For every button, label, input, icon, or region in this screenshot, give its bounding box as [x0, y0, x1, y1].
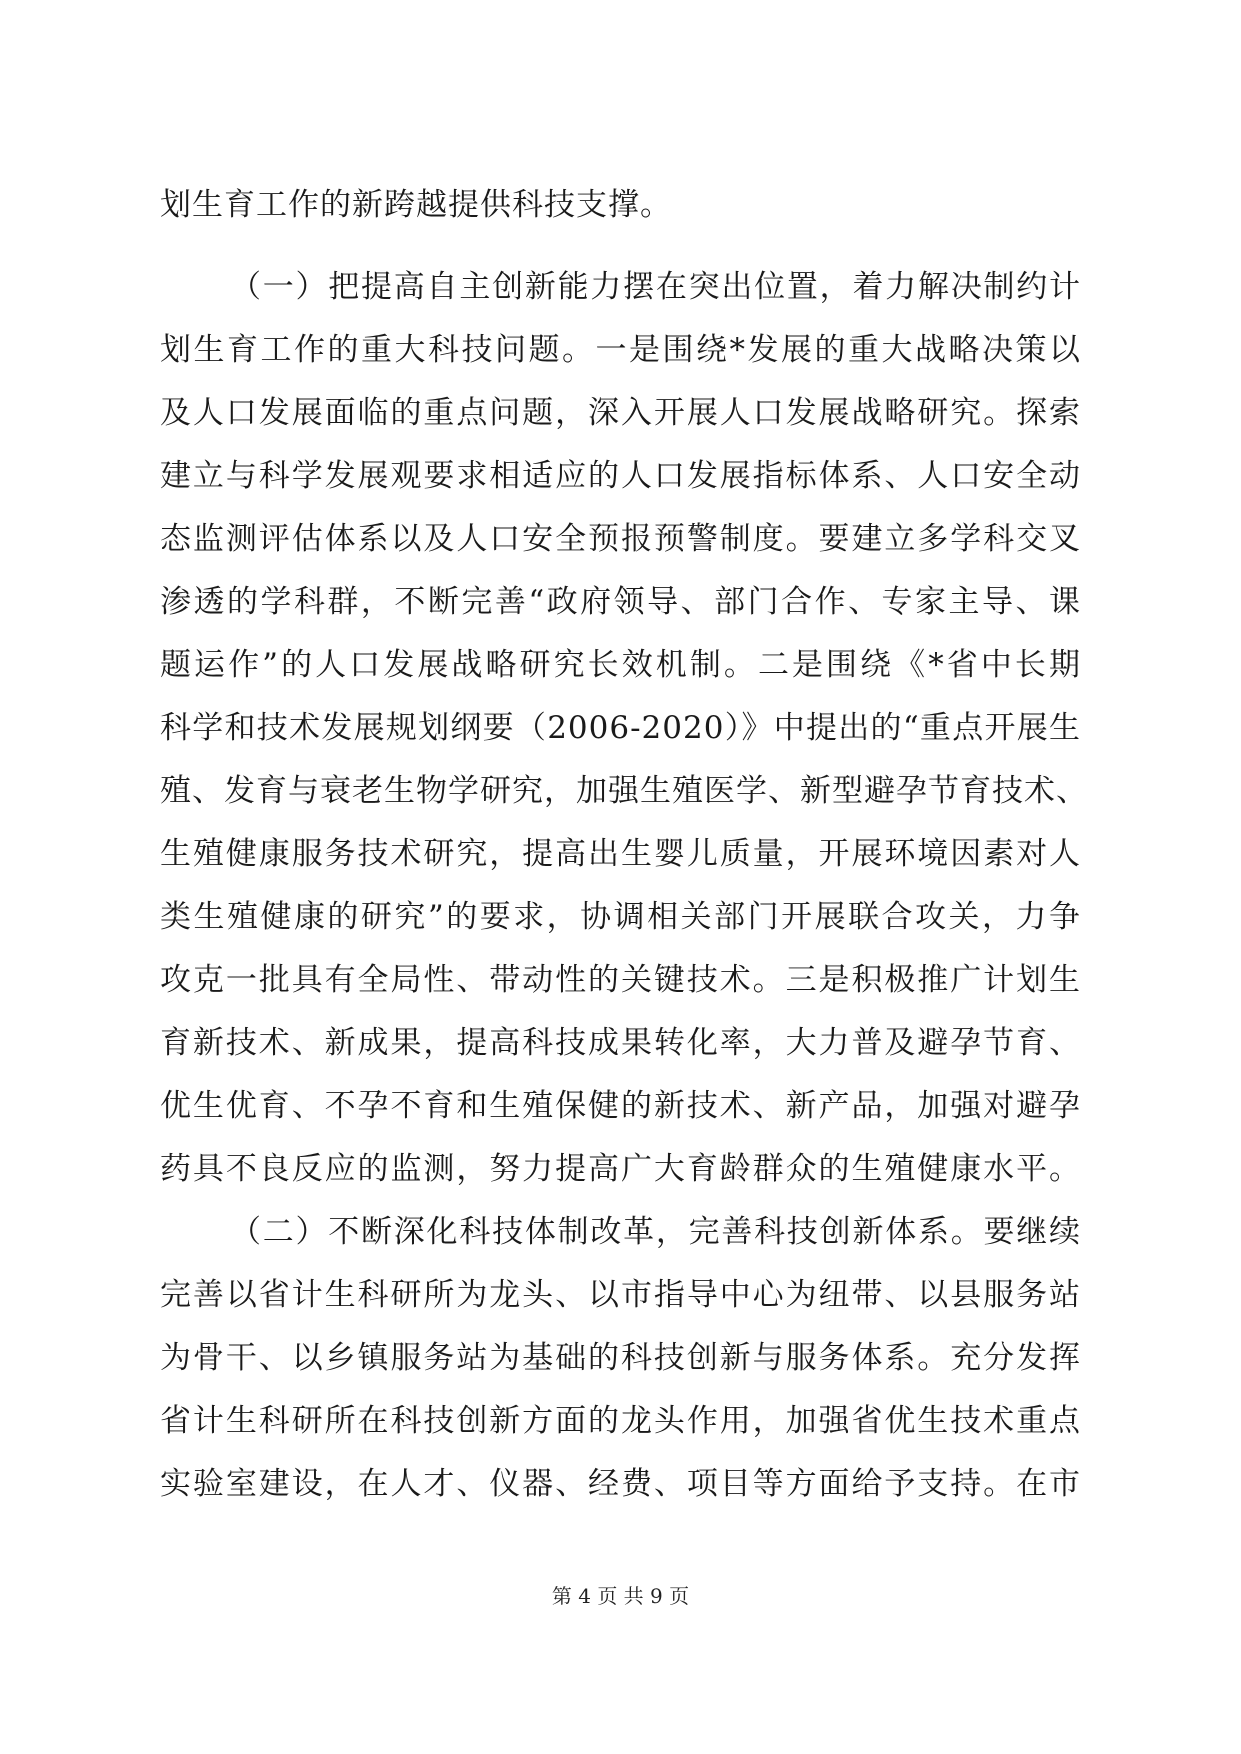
text-line: 殖、发育与衰老生物学研究，加强生殖医学、新型避孕节育技术、 [160, 773, 1088, 809]
text-line: 优生优育、不孕不育和生殖保健的新技术、新产品，加强对避孕 [160, 1088, 1081, 1124]
text-line: （二）不断深化科技体制改革，完善科技创新体系。要继续 [230, 1214, 1081, 1250]
text-line: 育新技术、新成果，提高科技成果转化率，大力普及避孕节育、 [160, 1025, 1081, 1061]
text-line: 类生殖健康的研究”的要求，协调相关部门开展联合攻关，力争 [160, 899, 1081, 935]
text-line: 为骨干、以乡镇服务站为基础的科技创新与服务体系。充分发挥 [160, 1340, 1081, 1376]
page-number-footer: 第 4 页 共 9 页 [551, 1584, 690, 1608]
text-line: 攻克一批具有全局性、带动性的关键技术。三是积极推广计划生 [160, 962, 1081, 998]
text-line: 生殖健康服务技术研究，提高出生婴儿质量，开展环境因素对人 [160, 836, 1081, 872]
text-line: 划生育工作的新跨越提供科技支撑。 [160, 187, 672, 223]
text-line: 省计生科研所在科技创新方面的龙头作用，加强省优生技术重点 [160, 1403, 1081, 1439]
text-line: 及人口发展面临的重点问题，深入开展人口发展战略研究。探索 [160, 395, 1081, 431]
text-line: 渗透的学科群，不断完善“政府领导、部门合作、专家主导、课 [160, 584, 1081, 620]
text-line: 药具不良反应的监测，努力提高广大育龄群众的生殖健康水平。 [160, 1151, 1081, 1187]
text-line: 划生育工作的重大科技问题。一是围绕*发展的重大战略决策以 [160, 332, 1081, 368]
text-line: 态监测评估体系以及人口安全预报预警制度。要建立多学科交叉 [160, 521, 1081, 557]
text-line: 建立与科学发展观要求相适应的人口发展指标体系、人口安全动 [160, 458, 1081, 494]
text-line: 科学和技术发展规划纲要（2006-2020）》中提出的“重点开展生 [160, 710, 1081, 746]
text-line: （一）把提高自主创新能力摆在突出位置，着力解决制约计 [230, 269, 1081, 305]
text-line: 完善以省计生科研所为龙头、以市指导中心为纽带、以县服务站 [160, 1277, 1081, 1313]
text-line: 题运作”的人口发展战略研究长效机制。二是围绕《*省中长期 [160, 647, 1081, 683]
text-line: 实验室建设，在人才、仪器、经费、项目等方面给予支持。在市 [160, 1466, 1081, 1502]
